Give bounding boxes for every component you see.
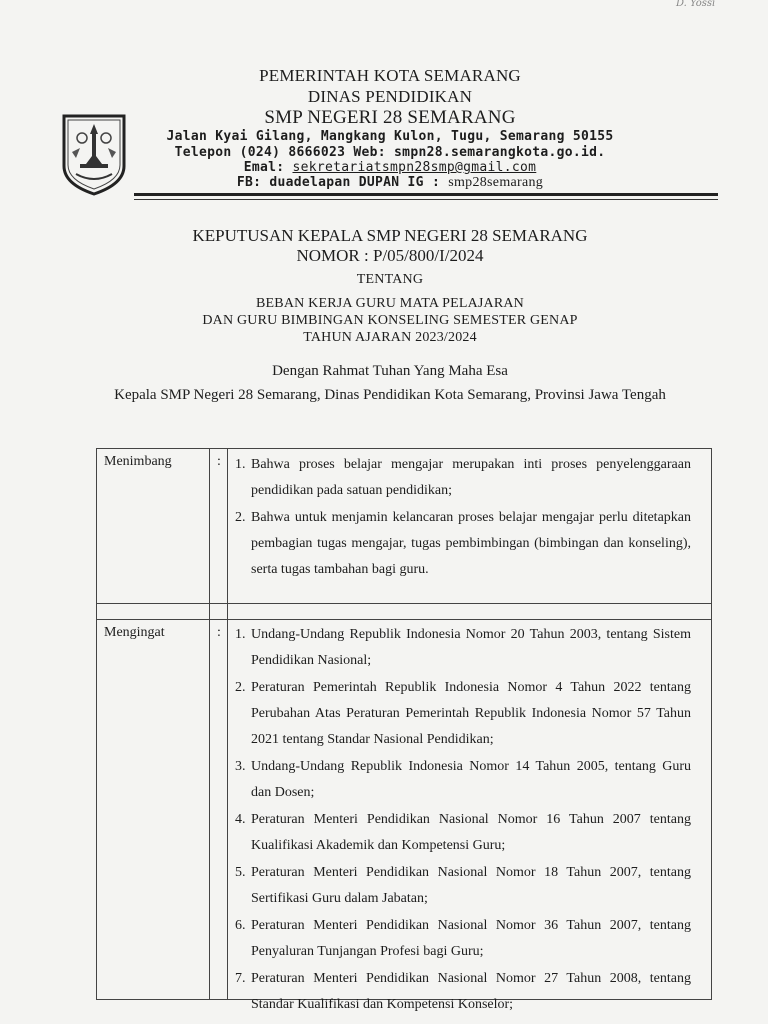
- subject-line-3: TAHUN AJARAN 2023/2024: [303, 330, 477, 345]
- ig-handle: smp28semarang: [448, 175, 544, 190]
- gov-line-2: DINAS PENDIDIKAN: [307, 87, 473, 106]
- fb-sep: :: [431, 175, 441, 190]
- considerations-table: [96, 448, 712, 1012]
- list-item: 5. Peraturan Menteri Pendidikan Nasional Nomor 18 Tahun 2007, tentang Sertifikasi Guru dalam Jabatan;: [235, 865, 691, 906]
- about-label: TENTANG: [356, 272, 424, 287]
- school-phone-web: Telepon (024) 8666023 Web: smpn28.semarangkota.go.id.: [174, 145, 606, 160]
- mengingat-list: [231, 622, 691, 1019]
- list-item: 2. Bahwa untuk menjamin kelancaran proses belajar mengajar perlu ditetapkan pembagian tugas mengajar, tugas pembimbingan (bimbingan dan konseling), serta tugas tambahan bagi guru.: [235, 510, 691, 577]
- col-divider-label: [209, 449, 210, 999]
- decree-title: KEPUTUSAN KEPALA SMP NEGERI 28 SEMARANG: [192, 226, 588, 245]
- school-email: [130, 160, 650, 175]
- subject-line-1: BEBAN KERJA GURU MATA PELAJARAN: [256, 296, 524, 311]
- issuer-line: Kepala SMP Negeri 28 Semarang, Dinas Pendidikan Kota Semarang, Provinsi Jawa Tengah: [114, 387, 666, 403]
- city-emblem-icon: [62, 114, 126, 196]
- decree-number: NOMOR : P/05/800/I/2024: [296, 246, 484, 265]
- handwritten-note: D. Yossi: [676, 0, 716, 9]
- gov-line-1: PEMERINTAH KOTA SEMARANG: [259, 66, 521, 85]
- menimbang-label: Menimbang: [104, 454, 172, 469]
- list-item: 3. Undang-Undang Republik Indonesia Nomor 14 Tahun 2005, tentang Guru dan Dosen;: [235, 759, 691, 800]
- row-divider-2: [97, 619, 711, 620]
- list-item: 4. Peraturan Menteri Pendidikan Nasional Nomor 16 Tahun 2007 tentang Kualifikasi Akademik dan Kompetensi Guru;: [235, 812, 691, 853]
- fb-label: FB: duadelapan DUPAN IG: [236, 175, 424, 190]
- mengingat-label: Mengingat: [104, 625, 165, 640]
- menimbang-list: [231, 452, 691, 584]
- email-label: Emal:: [243, 160, 285, 175]
- subject-line-2: DAN GURU BIMBINGAN KONSELING SEMESTER GENAP: [202, 313, 578, 328]
- list-item: 7. Peraturan Menteri Pendidikan Nasional Nomor 27 Tahun 2008, tentang Standar Kualifikasi dan Kompetensi Konselor;: [235, 971, 691, 1012]
- letterhead-rule-thin: [134, 199, 718, 200]
- col-divider-colon: [227, 449, 228, 999]
- list-item: 1. Bahwa proses belajar mengajar merupakan inti proses penyelenggaraan pendidikan pada satuan pendidikan;: [235, 457, 691, 498]
- list-item: 1. Undang-Undang Republik Indonesia Nomor 20 Tahun 2003, tentang Sistem Pendidikan Nasional;: [235, 627, 691, 668]
- greeting: Dengan Rahmat Tuhan Yang Maha Esa: [272, 363, 508, 379]
- school-social: [130, 175, 650, 191]
- school-address: Jalan Kyai Gilang, Mangkang Kulon, Tugu, Semarang 50155: [166, 129, 614, 144]
- list-item: 6. Peraturan Menteri Pendidikan Nasional Nomor 36 Tahun 2007, tentang Penyaluran Tunjangan Profesi bagi Guru;: [235, 918, 691, 959]
- school-name: SMP NEGERI 28 SEMARANG: [264, 107, 516, 128]
- menimbang-colon: :: [217, 454, 221, 469]
- list-item: 2. Peraturan Pemerintah Republik Indonesia Nomor 4 Tahun 2022 tentang Perubahan Atas Peraturan Pemerintah Republik Indonesia Nomor 57 Tahun 2021 tentang Standar Nasional Pendidikan;: [235, 680, 691, 747]
- letterhead-rule-thick: [134, 193, 718, 196]
- email-link[interactable]: sekretariatsmpn28smp@gmail.com: [292, 160, 537, 175]
- row-divider-1: [97, 603, 711, 604]
- mengingat-colon: :: [217, 625, 221, 640]
